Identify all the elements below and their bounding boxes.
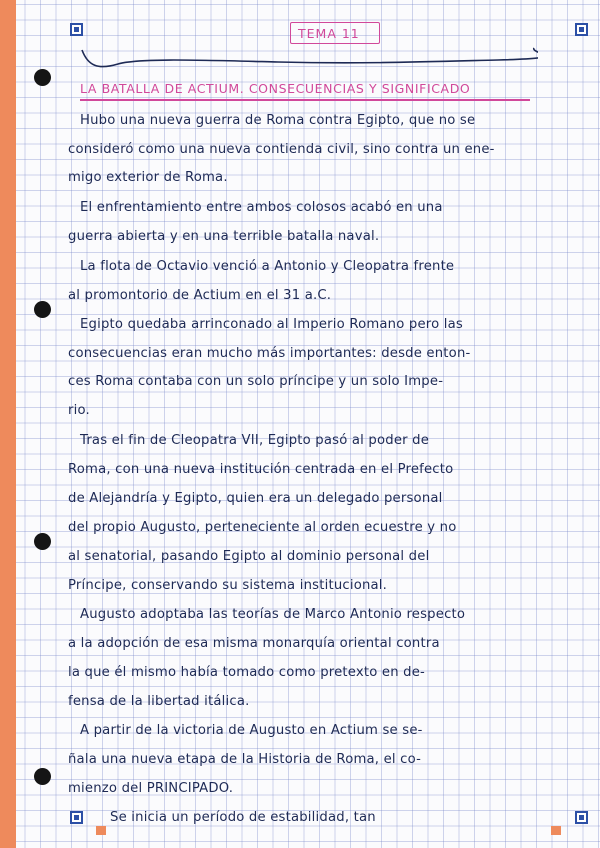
binder-hole: [34, 533, 51, 550]
text-line: Tras el fin de Cleopatra VII, Egipto pasó al poder de: [80, 433, 430, 448]
text-line: Roma, con una nueva institución centrada en el Prefecto: [68, 462, 454, 477]
text-line: El enfrentamiento entre ambos colosos acabó en una: [80, 200, 443, 215]
corner-marker-icon: [70, 23, 83, 36]
text-line: A partir de la victoria de Augusto en Actium se se-: [80, 723, 423, 738]
orange-margin-strip: [0, 0, 16, 848]
text-line: Se inicia un período de estabilidad, tan: [110, 810, 376, 825]
binder-hole: [34, 69, 51, 86]
text-line: al senatorial, pasando Egipto al dominio personal del: [68, 549, 430, 564]
binder-hole: [34, 301, 51, 318]
tema-heading: TEMA 11: [298, 26, 360, 41]
text-line: del propio Augusto, perteneciente al orden ecuestre y no: [68, 520, 457, 535]
binder-hole: [34, 768, 51, 785]
corner-marker-icon: [575, 23, 588, 36]
text-line: consecuencias eran mucho más importantes: desde enton-: [68, 346, 471, 361]
text-line: ces Roma contaba con un solo príncipe y un solo Impe-: [68, 374, 444, 389]
text-line: migo exterior de Roma.: [68, 170, 228, 185]
text-line: al promontorio de Actium en el 31 a.C.: [68, 288, 332, 303]
text-line: Hubo una nueva guerra de Roma contra Egipto, que no se: [80, 113, 476, 128]
orange-marker: [96, 826, 106, 835]
text-line: de Alejandría y Egipto, quien era un delegado personal: [68, 491, 443, 506]
section-title: LA BATALLA DE ACTIUM. CONSECUENCIAS Y SIGNIFICADO: [80, 81, 471, 96]
title-underline: [80, 99, 530, 101]
text-line: Augusto adoptaba las teorías de Marco Antonio respecto: [80, 607, 466, 622]
text-line: la que él mismo había tomado como pretexto en de-: [68, 665, 426, 680]
text-line: consideró como una nueva contienda civil, sino contra un ene-: [68, 142, 495, 157]
corner-marker-icon: [70, 811, 83, 824]
text-line: La flota de Octavio venció a Antonio y Cleopatra frente: [80, 259, 455, 274]
text-line: rio.: [68, 403, 90, 418]
decorative-wave-line: [78, 44, 538, 76]
text-line: ñala una nueva etapa de la Historia de Roma, el co-: [68, 752, 422, 767]
text-line: a la adopción de esa misma monarquía oriental contra: [68, 636, 440, 651]
text-line: guerra abierta y en una terrible batalla naval.: [68, 229, 380, 244]
text-line: Egipto quedaba arrinconado al Imperio Romano pero las: [80, 317, 463, 332]
text-line: fensa de la libertad itálica.: [68, 694, 250, 709]
corner-marker-icon: [575, 811, 588, 824]
orange-marker: [551, 826, 561, 835]
text-line: mienzo del PRINCIPADO.: [68, 781, 234, 796]
text-line: Príncipe, conservando su sistema institucional.: [68, 578, 388, 593]
